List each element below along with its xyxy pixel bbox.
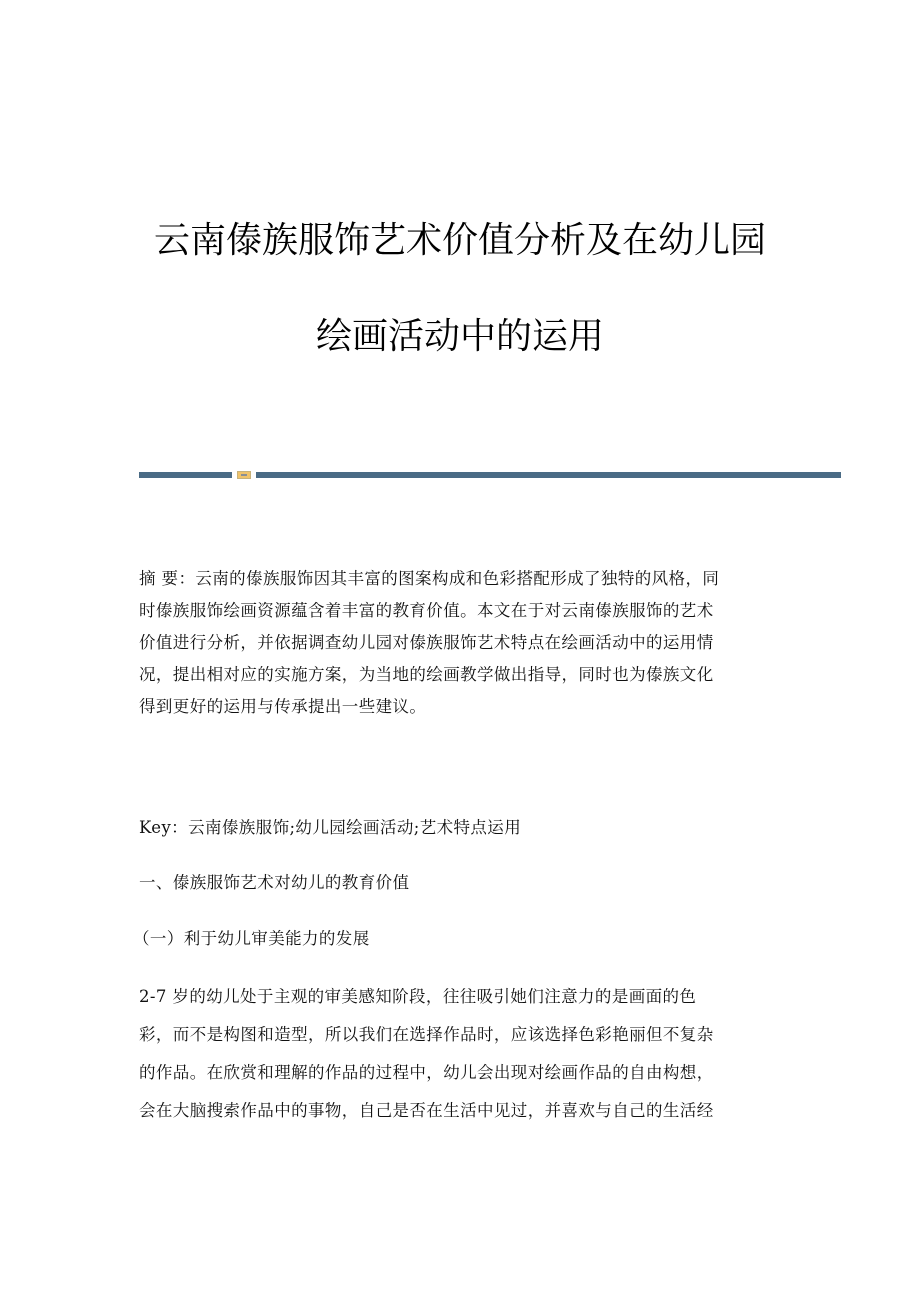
body-line: 会在大脑搜索作品中的事物，自己是否在生活中见过，并喜欢与自己的生活经	[139, 1101, 714, 1120]
document-title-line-1: 云南傣族服饰艺术价值分析及在幼儿园	[153, 220, 766, 261]
abstract-line: 摘 要：云南的傣族服饰因其丰富的图案构成和色彩搭配形成了独特的风格，同	[139, 569, 720, 588]
abstract-line: 得到更好的运用与传承提出一些建议。	[139, 697, 427, 716]
keywords: Key：云南傣族服饰;幼儿园绘画活动;艺术特点运用	[139, 818, 522, 837]
section-heading: 一、傣族服饰艺术对幼儿的教育价值	[139, 873, 410, 892]
divider-bar-right	[256, 472, 841, 478]
abstract-line: 价值进行分析，并依据调查幼儿园对傣族服饰艺术特点在绘画活动中的运用情	[139, 633, 714, 652]
body-line: 的作品。在欣赏和理解的作品的过程中，幼儿会出现对绘画作品的自由构想，	[139, 1063, 714, 1082]
title-divider	[139, 471, 841, 479]
body-paragraph	[139, 978, 779, 1130]
document-title-line-2: 绘画活动中的运用	[315, 316, 604, 357]
abstract-line: 时傣族服饰绘画资源蕴含着丰富的教育价值。本文在于对云南傣族服饰的艺术	[139, 601, 714, 620]
body-line: 2-7 岁的幼儿处于主观的审美感知阶段，往往吸引她们注意力的是画面的色	[139, 987, 697, 1006]
body-line: 彩，而不是构图和造型，所以我们在选择作品时，应该选择色彩艳丽但不复杂	[139, 1025, 714, 1044]
divider-bar-left	[139, 472, 232, 478]
abstract-line: 况，提出相对应的实施方案，为当地的绘画教学做出指导，同时也为傣族文化	[139, 665, 714, 684]
subsection-heading: （一）利于幼儿审美能力的发展	[133, 929, 370, 948]
abstract-paragraph	[139, 563, 779, 723]
divider-ornament-icon	[237, 471, 251, 479]
